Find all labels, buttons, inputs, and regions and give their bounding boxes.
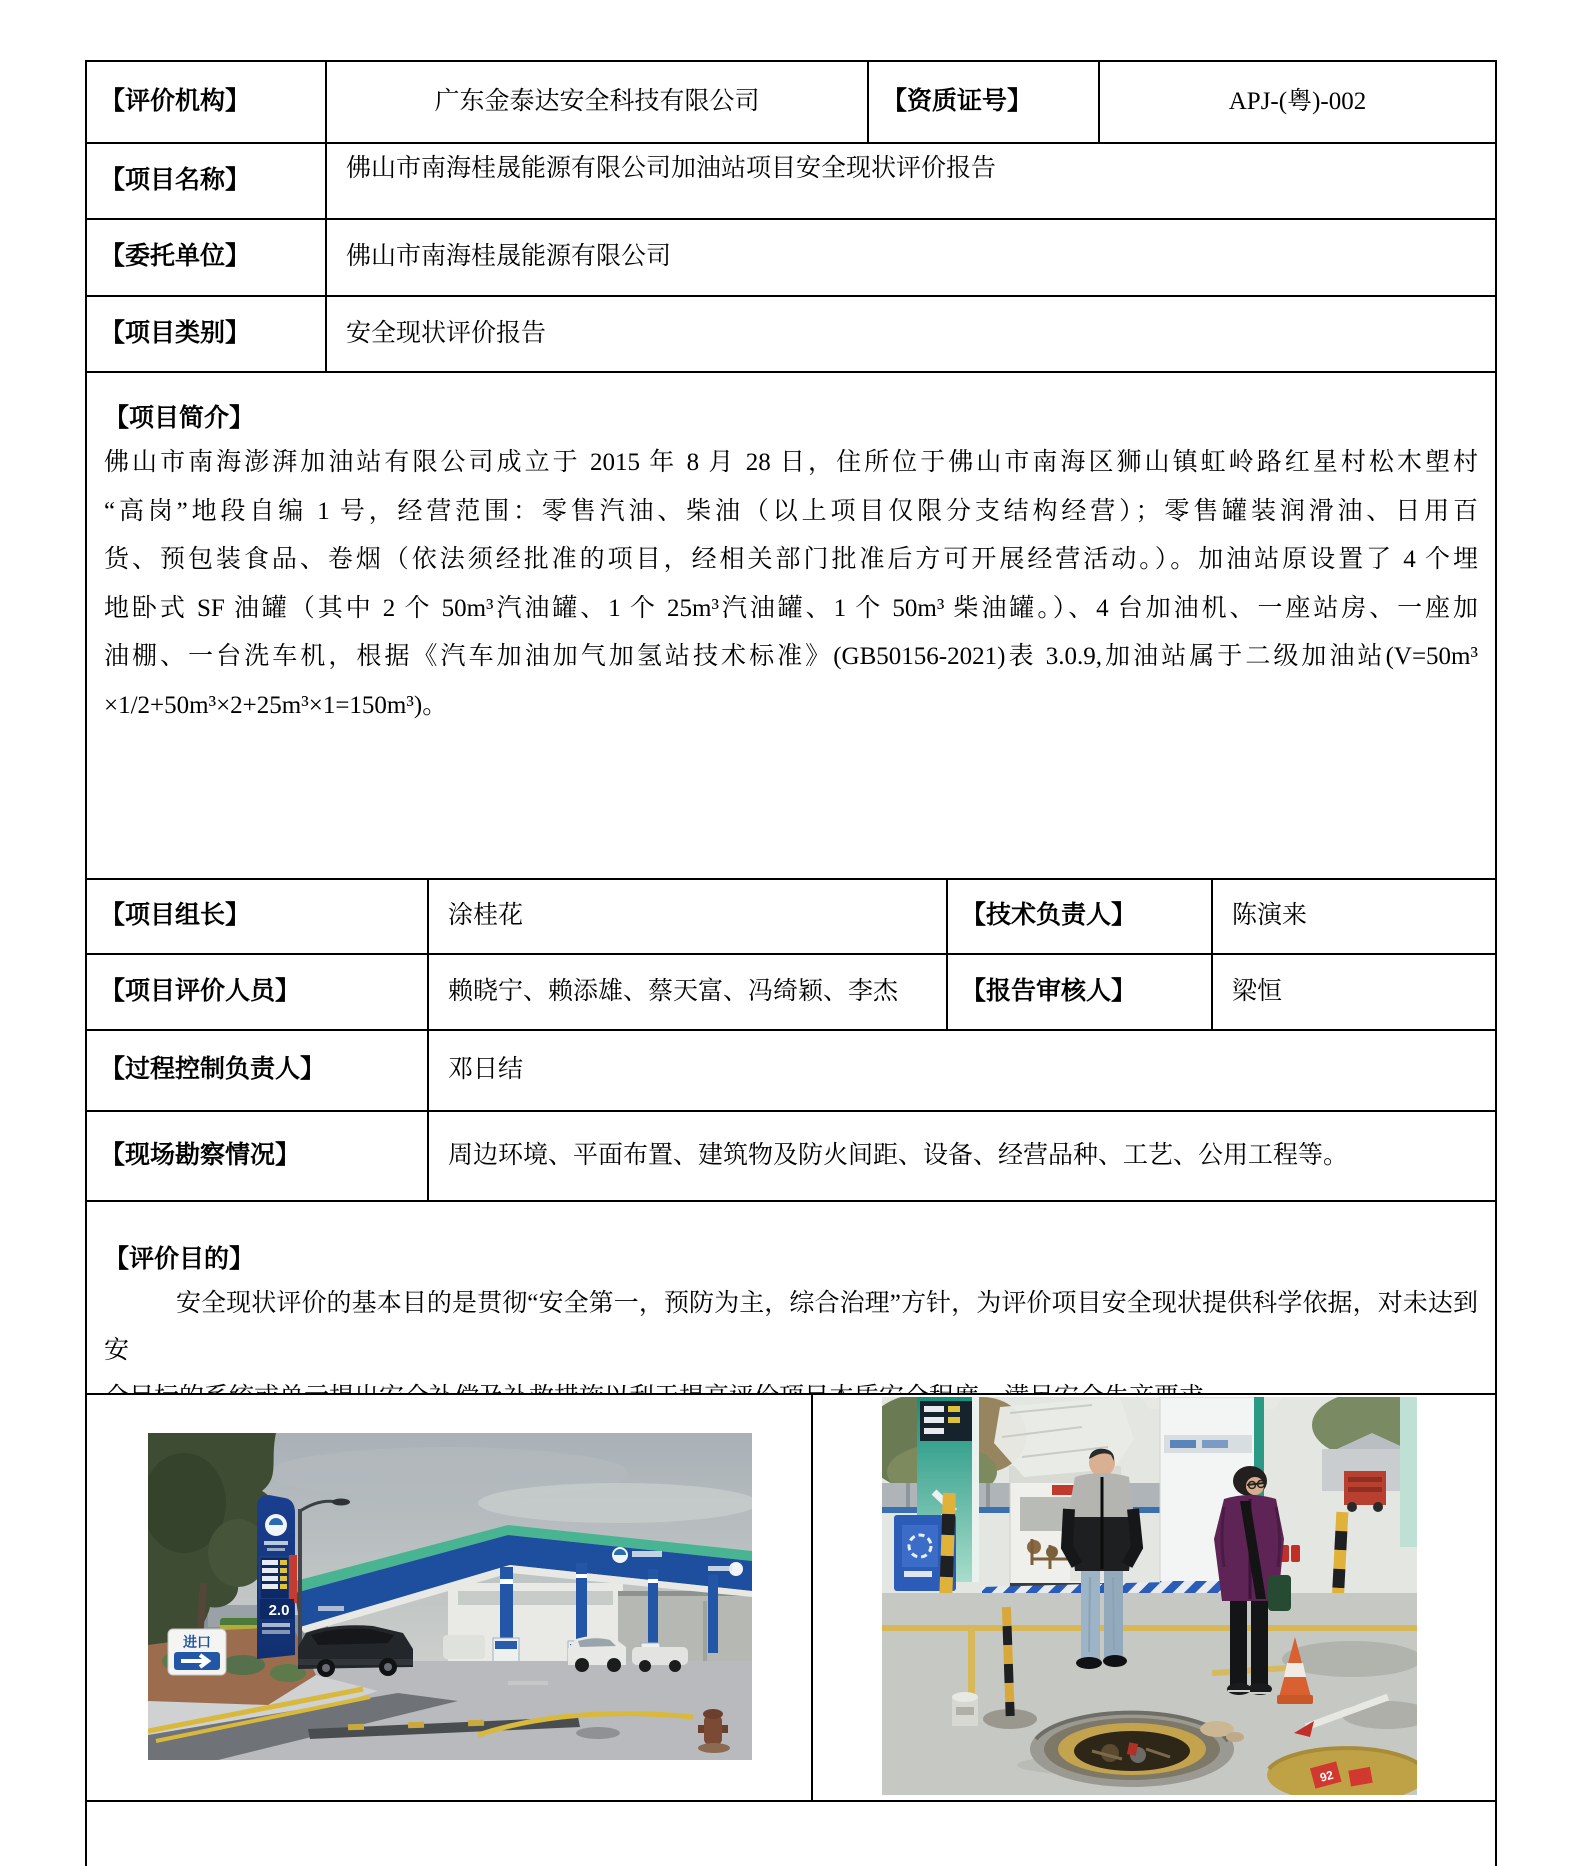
project-intro-line: 油棚、一台洗车机，根据《汽车加油加气加氢站技术标准》(GB50156-2021)表 3.0.9,加油站属于二级加油站(V=50m³ [104, 643, 1478, 670]
project-intro-label: 【项目简介】 [104, 405, 255, 432]
canopy-column [708, 1575, 718, 1653]
value-process-controller: 邓日结 [427, 1029, 1497, 1112]
pants [1230, 1601, 1247, 1685]
value-tech-director: 陈演来 [1211, 878, 1497, 955]
project-intro-line: “高岗”地段自编 1 号，经营范围：零售汽油、柴油（以上项目仅限分支结构经营）；零售罐装润滑油、日用百 [104, 497, 1478, 525]
label-site-survey: 【现场勘察情况】 [85, 1110, 429, 1202]
purpose-label: 【评价目的】 [104, 1246, 255, 1273]
project-intro-line: ×1/2+50m³×2+25m³×1=150m³)。 [104, 691, 448, 719]
label-qualification-no: 【资质证号】 [867, 60, 1100, 144]
purpose-line: 安全现状评价的基本目的是贯彻“安全第一，预防为主，综合治理”方针，为评价项目安全现状提供科学依据，对未达到安 [104, 1290, 1478, 1364]
label-tech-director: 【技术负责人】 [946, 878, 1213, 955]
red-banner [289, 1555, 297, 1603]
price-value: 2.0 [268, 1602, 290, 1619]
value-qualification-no: APJ-(粤)-002 [1098, 60, 1497, 144]
value-project-name: 佛山市南海桂晟能源有限公司加油站项目安全现状评价报告 [325, 142, 1497, 220]
price-sign-pillar [257, 1495, 297, 1659]
shoe [1227, 1683, 1251, 1695]
far-pillar [1400, 1397, 1417, 1547]
label-project-type: 【项目类别】 [85, 295, 327, 373]
fire-extinguisher [1291, 1545, 1300, 1562]
empty-bottom-row [85, 1800, 1497, 1866]
label-project-name: 【项目名称】 [85, 142, 327, 220]
entrance-sign-text: 进口 [183, 1636, 211, 1651]
photo-gas-station-exterior [148, 1433, 752, 1760]
lid-label-92: 92 [1318, 1767, 1335, 1785]
value-evaluators: 赖晓宁、赖添雄、蔡天富、冯绮颖、李杰 [427, 953, 948, 1031]
value-site-survey: 周边环境、平面布置、建筑物及防火间距、设备、经营品种、工艺、公用工程等。 [427, 1110, 1497, 1202]
paint-bucket [952, 1692, 978, 1726]
photo-site-inspection [882, 1397, 1417, 1795]
yellow-line [882, 1625, 1417, 1631]
label-evaluation-org: 【评价机构】 [85, 60, 327, 144]
value-client: 佛山市南海桂晟能源有限公司 [325, 218, 1497, 297]
shoe [1076, 1657, 1102, 1669]
entrance-sign [168, 1629, 226, 1675]
label-client: 【委托单位】 [85, 218, 327, 297]
label-process-controller: 【过程控制负责人】 [85, 1029, 429, 1112]
project-intro-line: 佛山市南海澎湃加油站有限公司成立于 2015 年 8 月 28 日，住所位于佛山市南海区狮山镇虹岭路红星村松木塱村 [104, 449, 1478, 476]
section-purpose [85, 1200, 1497, 1395]
open-manhole [1030, 1711, 1234, 1787]
label-evaluators: 【项目评价人员】 [85, 953, 429, 1031]
project-intro-line: 货、预包装食品、卷烟（依法须经批准的项目，经相关部门批准后方可开展经营活动。）。加油站原设置了 4 个埋 [104, 546, 1478, 573]
white-van [443, 1635, 485, 1659]
project-intro-line: 地卧式 SF 油罐（其中 2 个 50m³汽油罐、1 个 25m³汽油罐、1 个 50m³ 柴油罐。）、4 台加油机、一座站房、一座加 [104, 594, 1478, 622]
section-project-intro [85, 371, 1497, 880]
label-report-reviewer: 【报告审核人】 [946, 953, 1213, 1031]
shoulder-bag [1268, 1575, 1291, 1611]
shoe [1103, 1655, 1127, 1667]
value-evaluation-org: 广东金泰达安全科技有限公司 [325, 60, 869, 144]
label-project-leader: 【项目组长】 [85, 878, 429, 955]
value-report-reviewer: 梁恒 [1211, 953, 1497, 1031]
value-project-leader: 涂桂花 [427, 878, 948, 955]
value-project-type: 安全现状评价报告 [325, 295, 1497, 373]
